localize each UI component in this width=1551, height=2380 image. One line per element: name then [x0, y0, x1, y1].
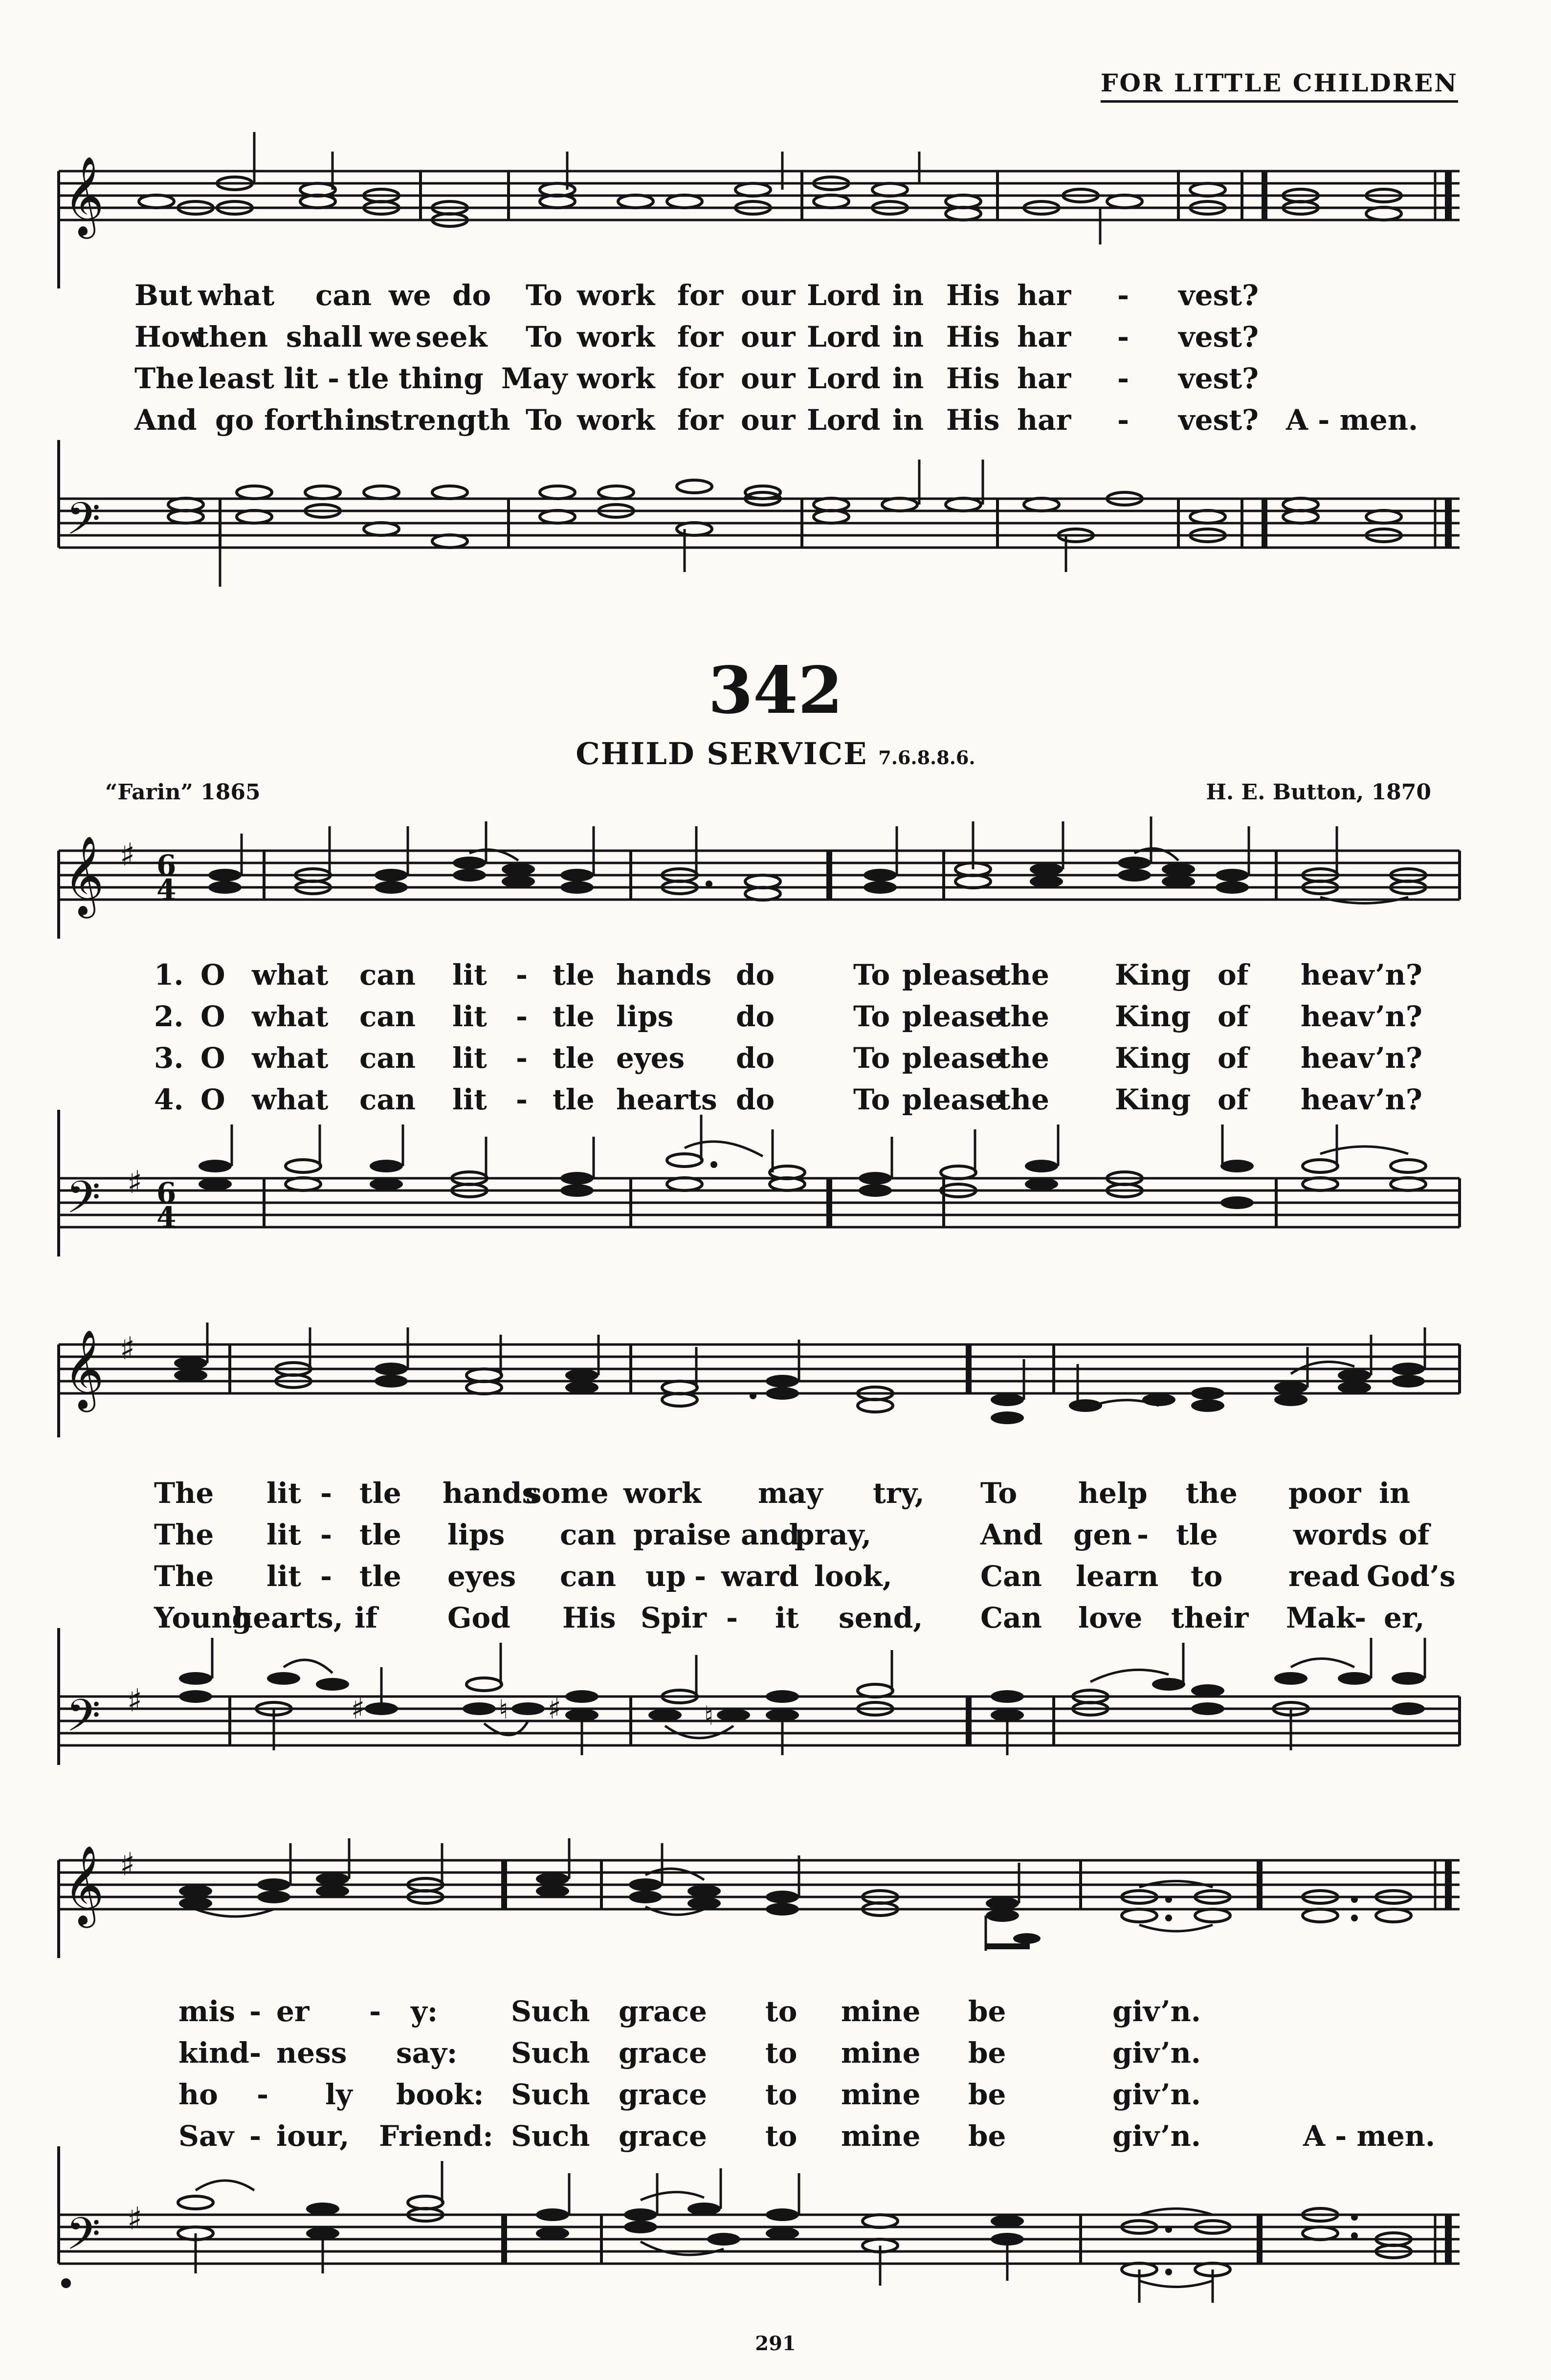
page-number: 291 — [755, 2332, 796, 2355]
natural-accidental-icon: ♮ — [704, 1700, 714, 1731]
top-system-staff-treble — [0, 156, 1551, 288]
system-1-treble — [0, 831, 1551, 939]
top-system-staff-bass — [0, 440, 1551, 587]
system-3-treble — [0, 1841, 1551, 1958]
system-2-treble — [0, 1325, 1551, 1437]
natural-accidental-icon: ♮ — [499, 1694, 509, 1725]
time-sig-lower: 4 — [156, 873, 177, 906]
key-sharp-icon: ♯ — [127, 1164, 142, 1201]
composer: H. E. Button, 1870 — [1206, 780, 1431, 805]
tune-heading — [0, 736, 1551, 771]
system-2-bass — [0, 1628, 1551, 1765]
key-sharp-icon: ♯ — [127, 2201, 142, 2237]
tune-source: “Farin” 1865 — [105, 780, 261, 805]
time-sig-upper: 6 — [156, 849, 177, 882]
tune-name: CHILD SERVICE — [576, 736, 868, 771]
bass-clef-icon: 𝄢 — [66, 1690, 101, 1752]
key-sharp-icon: ♯ — [120, 1330, 135, 1367]
key-sharp-icon: ♯ — [120, 837, 135, 873]
bass-clef-icon: 𝄢 — [66, 2208, 101, 2270]
key-sharp-icon: ♯ — [127, 1682, 142, 1719]
bass-clef-icon: 𝄢 — [66, 1171, 101, 1234]
meter: 7.6.8.8.6. — [878, 747, 975, 769]
system-3-bass — [0, 2146, 1551, 2303]
running-header: FOR LITTLE CHILDREN — [1101, 68, 1458, 103]
bass-clef-icon: 𝄢 — [66, 493, 101, 555]
treble-clef-icon: 𝄞 — [64, 836, 104, 915]
time-sig-upper: 6 — [156, 1176, 177, 1210]
system-1-bass — [0, 1110, 1551, 1256]
sharp-accidental-icon: ♯ — [548, 1692, 562, 1725]
treble-clef-icon: 𝄞 — [64, 1329, 104, 1409]
treble-clef-icon: 𝄞 — [64, 156, 104, 236]
treble-clef-icon: 𝄞 — [64, 1845, 104, 1925]
key-sharp-icon: ♯ — [120, 1846, 135, 1883]
hymn-number: 342 — [708, 653, 843, 728]
sharp-accidental-icon: ♯ — [351, 1692, 365, 1725]
time-sig-lower: 4 — [156, 1201, 177, 1234]
